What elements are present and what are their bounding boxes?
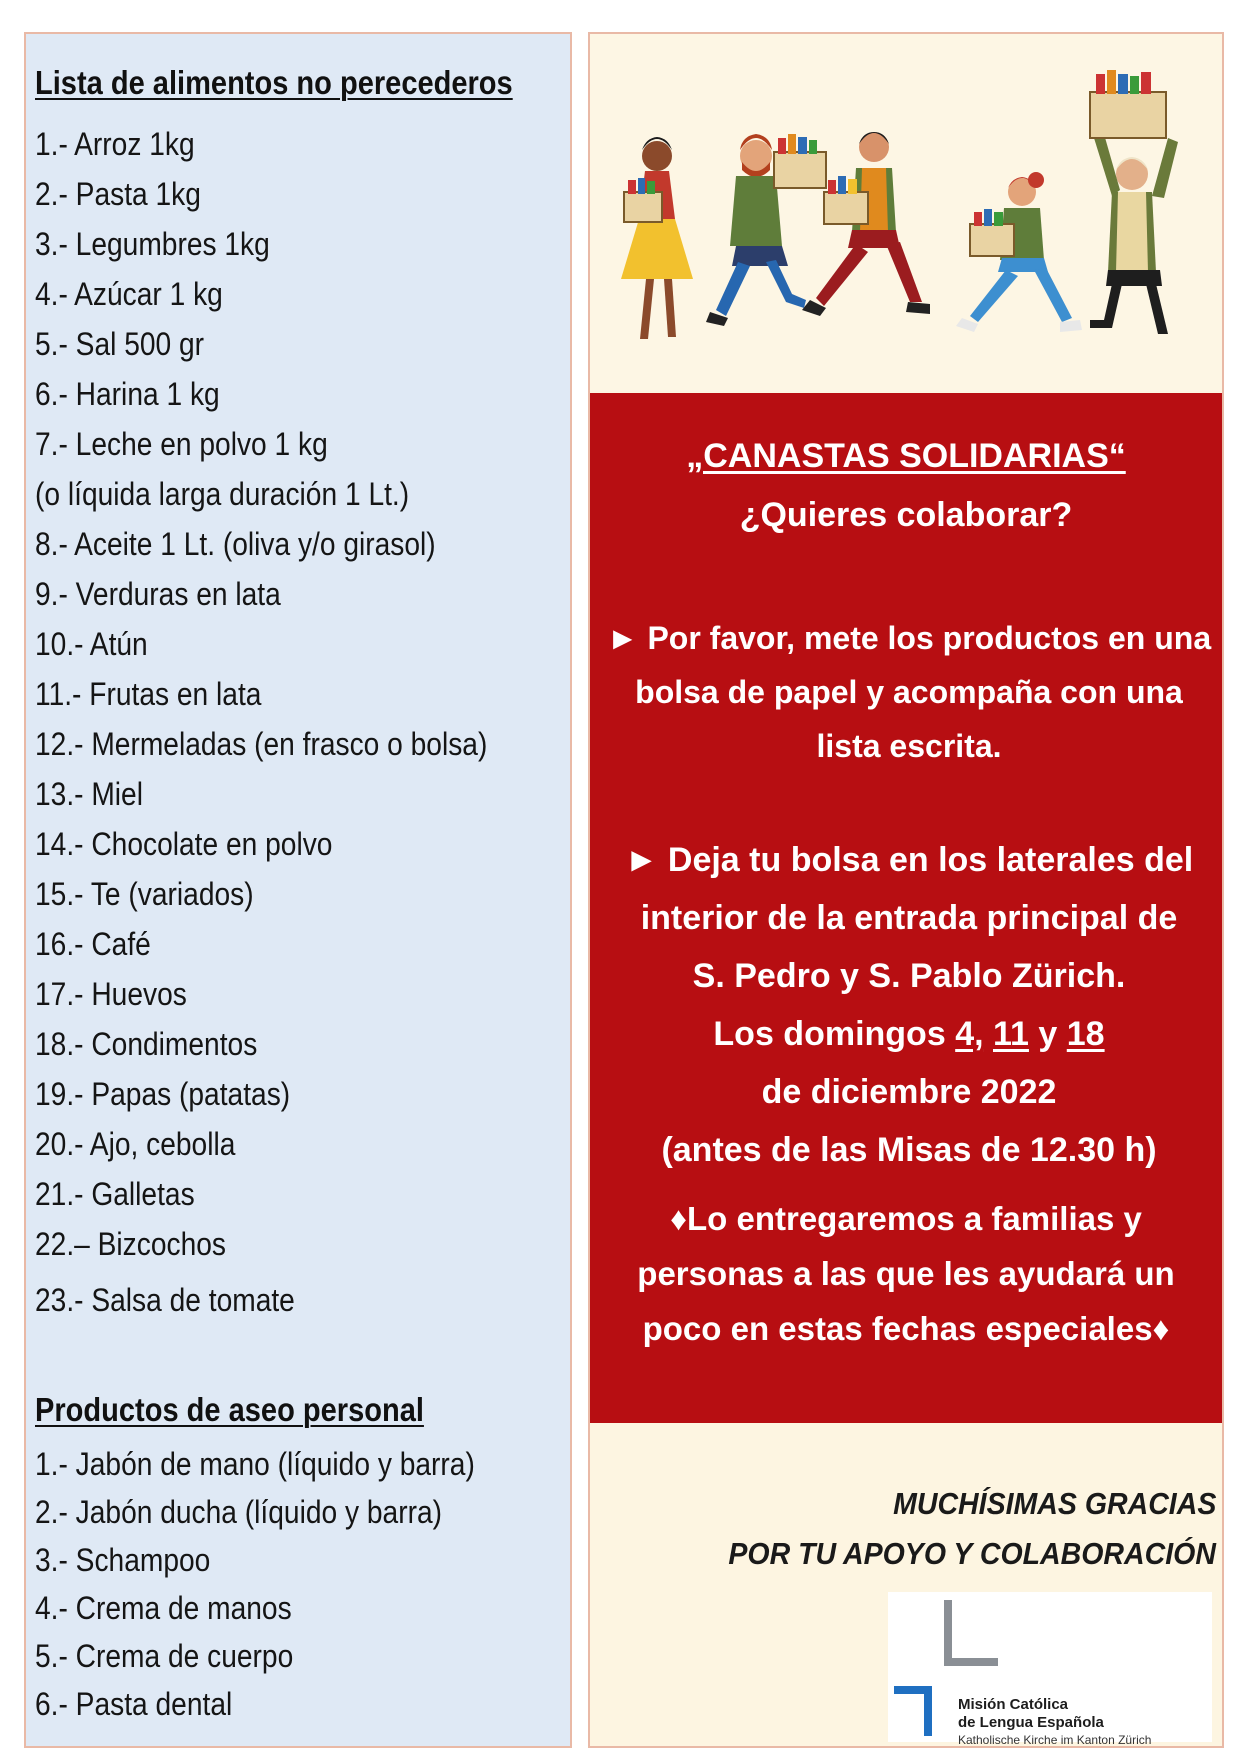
- thanks-line-1: MUCHÍSIMAS GRACIAS: [892, 1486, 1216, 1521]
- sunday-date-3: 18: [1066, 1015, 1105, 1053]
- campaign-question: ¿Quieres colaborar?: [739, 496, 1073, 534]
- donation-lists-panel: [24, 32, 572, 1748]
- month-year: de diciembre 2022: [761, 1073, 1057, 1111]
- delivery-note-line: ♦Lo entregaremos a familias y: [670, 1200, 1142, 1237]
- drop-off-line: ► Deja tu bolsa en los laterales del: [624, 841, 1194, 879]
- logo-name-line-1: Misión Católica: [958, 1696, 1069, 1713]
- campaign-title: „CANASTAS SOLIDARIAS“: [686, 437, 1126, 475]
- people-carrying-food-boxes-illustration: [590, 34, 1222, 391]
- food-list-heading: Lista de alimentos no perecederos: [35, 64, 513, 101]
- food-item: 22.– Bizcochos: [35, 1226, 226, 1262]
- sundays-prefix: Los domingos: [713, 1015, 956, 1053]
- food-item: 23.- Salsa de tomate: [35, 1282, 295, 1318]
- instruction-bag-line: lista escrita.: [816, 728, 1002, 764]
- hygiene-item: 2.- Jabón ducha (líquido y barra): [35, 1494, 442, 1530]
- logo-name-line-2: de Lengua Española: [958, 1714, 1104, 1731]
- food-item: 5.- Sal 500 gr: [35, 326, 205, 362]
- person-4: [956, 172, 1082, 332]
- delivery-note-line: personas a las que les ayudará un: [637, 1255, 1175, 1292]
- food-item: 18.- Condimentos: [35, 1026, 258, 1062]
- mission-logo: [888, 1592, 1212, 1747]
- food-item: 6.- Harina 1 kg: [35, 376, 220, 412]
- hygiene-item: 4.- Crema de manos: [35, 1590, 292, 1626]
- drop-off-line: S. Pedro y S. Pablo Zürich.: [692, 957, 1126, 995]
- hygiene-item: 6.- Pasta dental: [35, 1686, 233, 1722]
- delivery-note-line: poco en estas fechas especiales♦: [642, 1310, 1170, 1347]
- food-item: 10.- Atún: [35, 626, 148, 662]
- instruction-bag: [596, 611, 1222, 773]
- sunday-date-1: 4,: [955, 1015, 984, 1053]
- hygiene-item: 3.- Schampoo: [35, 1542, 211, 1578]
- hygiene-list-heading: Productos de aseo personal: [35, 1391, 424, 1428]
- person-5: [1090, 70, 1178, 334]
- food-item: 7.- Leche en polvo 1 kg: [35, 426, 328, 462]
- illustration-drawing: [590, 34, 1222, 391]
- sunday-date-2: 11: [993, 1015, 1029, 1053]
- food-item: 8.- Aceite 1 Lt. (oliva y/o girasol): [35, 526, 436, 562]
- person-1: [621, 137, 693, 339]
- food-item: 1.- Arroz 1kg: [35, 126, 195, 162]
- food-item: 2.- Pasta 1kg: [35, 176, 201, 212]
- food-item: 16.- Café: [35, 926, 151, 962]
- campaign-info-box: [590, 393, 1222, 1423]
- food-item: 17.- Huevos: [35, 976, 187, 1012]
- mass-time: (antes de las Misas de 12.30 h): [661, 1131, 1157, 1169]
- food-item: (o líquida larga duración 1 Lt.): [35, 476, 410, 512]
- food-item: 20.- Ajo, cebolla: [35, 1126, 236, 1162]
- delivery-note: [590, 1191, 1222, 1356]
- food-item: 12.- Mermeladas (en frasco o bolsa): [35, 726, 488, 762]
- instruction-bag-line: bolsa de papel y acompaña con una: [635, 674, 1183, 710]
- food-item: 9.- Verduras en lata: [35, 576, 281, 612]
- food-list: [35, 119, 549, 1325]
- thanks-line-2: POR TU APOYO Y COLABORACIÓN: [728, 1536, 1216, 1571]
- hygiene-item: 5.- Crema de cuerpo: [35, 1638, 294, 1674]
- food-item: 21.- Galletas: [35, 1176, 195, 1212]
- logo-subtitle: Katholische Kirche im Kanton Zürich: [958, 1733, 1152, 1747]
- hygiene-list: [35, 1440, 535, 1728]
- food-item: 13.- Miel: [35, 776, 143, 812]
- food-item: 14.- Chocolate en polvo: [35, 826, 333, 862]
- food-item: 11.- Frutas en lata: [35, 676, 262, 712]
- drop-off-line: interior de la entrada principal de: [640, 899, 1178, 937]
- food-item: 4.- Azúcar 1 kg: [35, 276, 223, 312]
- campaign-panel: [588, 32, 1224, 1748]
- instruction-drop-off: [596, 831, 1222, 1179]
- sundays-and: y: [1028, 1015, 1067, 1053]
- food-item: 15.- Te (variados): [35, 876, 254, 912]
- food-item: 19.- Papas (patatas): [35, 1076, 291, 1112]
- hygiene-item: 1.- Jabón de mano (líquido y barra): [35, 1446, 475, 1482]
- person-2: [706, 134, 826, 326]
- instruction-bag-line: ► Por favor, mete los productos en una: [606, 620, 1212, 656]
- logo-text: [958, 1696, 1151, 1748]
- food-item: 3.- Legumbres 1kg: [35, 226, 270, 262]
